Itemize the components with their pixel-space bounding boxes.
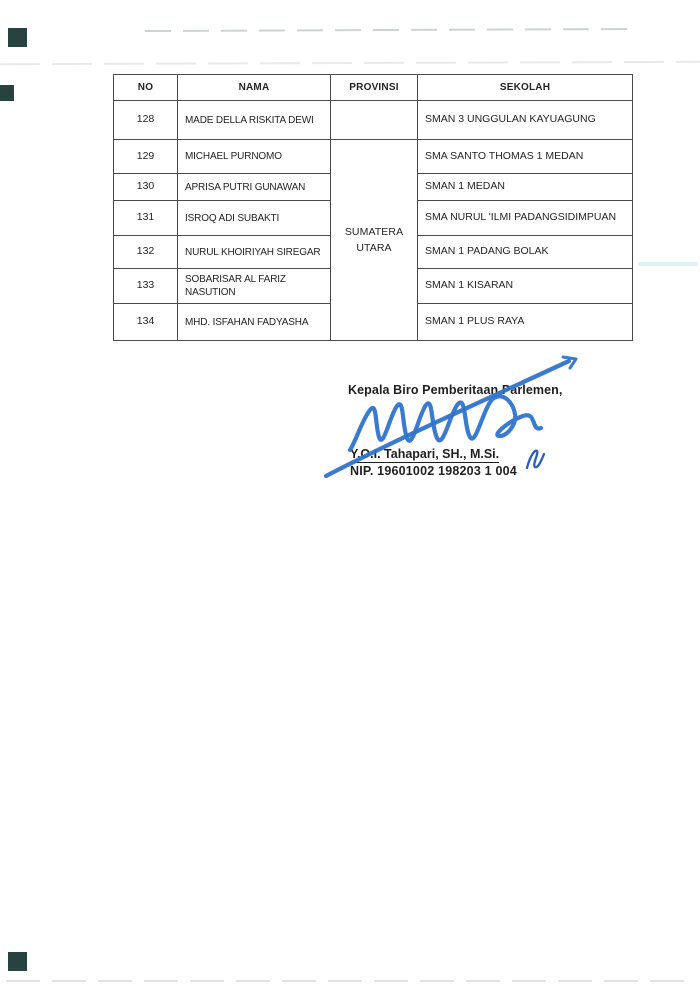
signatory-nip: NIP. 19601002 198203 1 004 [350, 464, 517, 478]
column-header-nama: NAMA [178, 75, 331, 101]
cell-sekolah: SMAN 1 PADANG BOLAK [418, 236, 633, 269]
cell-nama: ISROQ ADI SUBAKTI [178, 201, 331, 236]
scan-artifact-square [0, 85, 14, 101]
scan-artifact-highlight [638, 262, 698, 266]
signature-title: Kepala Biro Pemberitaan Parlemen, [348, 383, 563, 397]
cell-provinsi-merged: SUMATERA UTARA [331, 140, 418, 341]
scan-artifact-dashed-line [0, 61, 700, 65]
cell-nama: MADE DELLA RISKITA DEWI [178, 101, 331, 140]
participants-table [113, 74, 633, 341]
scan-artifact-square [8, 952, 27, 971]
cell-nama: APRISA PUTRI GUNAWAN [178, 174, 331, 201]
cell-no: 134 [114, 304, 178, 341]
cell-provinsi [331, 101, 418, 140]
cell-no: 129 [114, 140, 178, 174]
table-header-row [114, 75, 633, 101]
scan-artifact-dashed-line [6, 980, 694, 982]
cell-sekolah: SMA SANTO THOMAS 1 MEDAN [418, 140, 633, 174]
table-row [114, 140, 633, 174]
cell-no: 128 [114, 101, 178, 140]
cell-no: 132 [114, 236, 178, 269]
table-row [114, 101, 633, 140]
cell-nama: MICHAEL PURNOMO [178, 140, 331, 174]
signatory-name-text: Y.O.I. Tahapari, SH., M.Si. [350, 447, 500, 461]
cell-sekolah: SMAN 3 UNGGULAN KAYUAGUNG [418, 101, 633, 140]
cell-no: 130 [114, 174, 178, 201]
column-header-provinsi: PROVINSI [331, 75, 418, 101]
cell-sekolah: SMAN 1 PLUS RAYA [418, 304, 633, 341]
column-header-sekolah: SEKOLAH [418, 75, 633, 101]
column-header-no: NO [114, 75, 178, 101]
cell-sekolah: SMAN 1 KISARAN [418, 269, 633, 304]
cell-nama: NURUL KHOIRIYAH SIREGAR [178, 236, 331, 269]
cell-no: 133 [114, 269, 178, 304]
cell-nama: SOBARISAR AL FARIZ NASUTION [178, 269, 331, 304]
signatory-name [350, 447, 499, 463]
cell-sekolah: SMAN 1 MEDAN [418, 174, 633, 201]
scan-artifact-dashed-line [145, 28, 632, 32]
cell-sekolah: SMA NURUL 'ILMI PADANGSIDIMPUAN [418, 201, 633, 236]
cell-no: 131 [114, 201, 178, 236]
cell-nama: MHD. ISFAHAN FADYASHA [178, 304, 331, 341]
scan-artifact-square [8, 28, 27, 47]
